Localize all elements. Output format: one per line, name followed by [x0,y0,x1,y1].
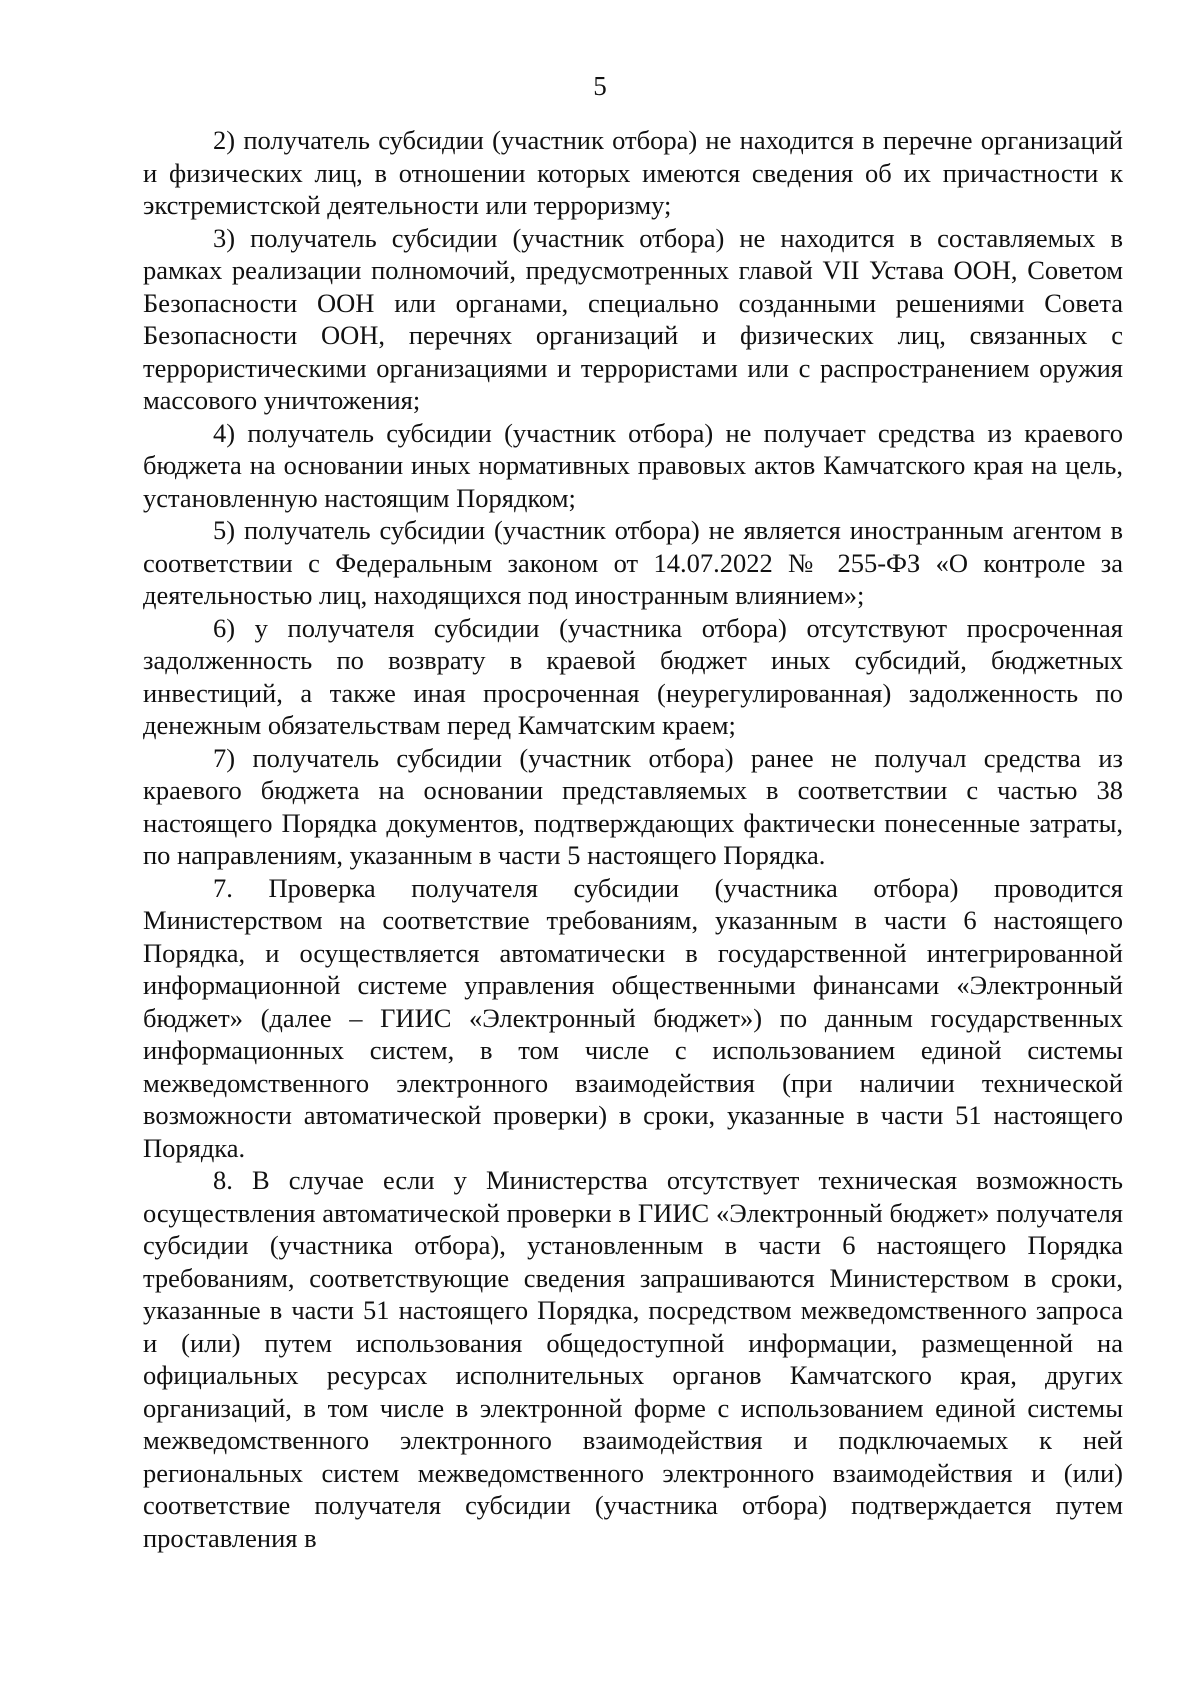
paragraph-section-7: 7. Проверка получателя субсидии (участника отбора) проводится Министерством на соответствие требованиям, указанным в части 6 настоящего Порядка, и осуществляется автоматически в государственной интегрированной информационной системе управления общественными финансами «Электронный бюджет» (далее – ГИИС «Электронный бюджет») по данным государственных информационных систем, в том числе с использованием единой системы межведомственного электронного взаимодействия (при наличии технической возможности автоматической проверки) в сроки, указанные в части 51 настоящего Порядка. [143,872,1123,1163]
page-number: 5 [593,71,607,101]
paragraph-item-7: 7) получатель субсидии (участник отбора) ранее не получал средства из краевого бюджета на основании представляемых в соответствии с частью 38 настоящего Порядка документов, подтверждающих фактически понесенные затраты, по направлениям, указанным в части 5 настоящего Порядка. [143,742,1123,870]
paragraph-item-6: 6) у получателя субсидии (участника отбора) отсутствуют просроченная задолженность по возврату в краевой бюджет иных субсидий, бюджетных инвестиций, а также иная просроченная (неурегулированная) задолженность по денежным обязательствам перед Камчатским краем; [143,612,1123,740]
paragraph-item-5: 5) получатель субсидии (участник отбора) не является иностранным агентом в соответствии с Федеральным законом от 14.07.2022 № 255-ФЗ «О контроле за деятельностью лиц, находящихся под иностранным влиянием»; [143,515,1123,610]
paragraph-item-3: 3) получатель субсидии (участник отбора) не находится в составляемых в рамках реализации полномочий, предусмотренных главой VII Устава ООН, Советом Безопасности ООН или органами, специально созданными решениями Совета Безопасности ООН, перечнях организаций и физических лиц, связанных с террористическими организациями и террористами или с распространением оружия массового уничтожения; [143,222,1123,415]
document-body [143,124,1123,1554]
paragraph-section-8: 8. В случае если у Министерства отсутствует техническая возможность осуществления автоматической проверки в ГИИС «Электронный бюджет» получателя субсидии (участника отбора), установленным в части 6 настоящего Порядка требованиям, соответствующие сведения запрашиваются Министерством в сроки, указанные в части 51 настоящего Порядка, посредством межведомственного запроса и (или) путем использования общедоступной информации, размещенной на официальных ресурсах исполнительных органов Камчатского края, других организаций, в том числе в электронной форме с использованием единой системы межведомственного электронного взаимодействия и подключаемых к ней региональных систем межведомственного электронного взаимодействия и (или) соответствие получателя субсидии (участника отбора) подтверждается путем проставления в [143,1165,1123,1553]
paragraph-item-2: 2) получатель субсидии (участник отбора) не находится в перечне организаций и физических лиц, в отношении которых имеются сведения об их причастности к экстремистской деятельности или терроризму; [143,125,1123,220]
paragraph-item-4: 4) получатель субсидии (участник отбора) не получает средства из краевого бюджета на основании иных нормативных правовых актов Камчатского края на цель, установленную настоящим Порядком; [143,417,1123,513]
